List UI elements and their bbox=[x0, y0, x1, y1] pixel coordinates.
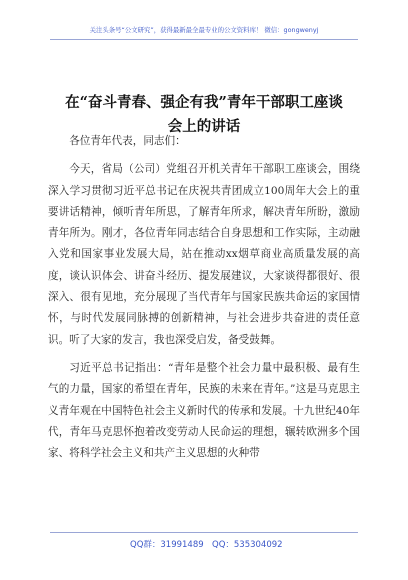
body-paragraph: 今天，省局（公司）党组召开机关青年干部职工座谈会，围绕深入学习贯彻习近平总书记在庆祝共青团成立100周年大会上的重要讲话精神，倾听青年所思，了解青年所求，解决青年所盼，激励青年所为。刚才，各位青年同志结合自身思想和工作实际，主动融入党和国家事业发展大局，站在推动xx烟草商业高质量发展的高度，谈认识体会、讲奋斗经历、提发展建议，大家谈得都很好、很深入、很有见地，充分展现了当代青年与国家民族共命运的家国情怀，与时代发展同脉搏的创新精神，与社会进步共奋进的责任意识。听了大家的发言，我也深受启发，备受鼓舞。 bbox=[48, 163, 360, 346]
header-promo-text: 关注头条号“公文研究”，获得最新最全最专业的公文资料库！ 微信：gongwenyj bbox=[89, 26, 319, 34]
body-paragraph: 习近平总书记指出：“青年是整个社会力量中最积极、最有生气的力量，国家的希望在青年，民族的未来在青年。”这是马克思主义青年观在中国特色社会主义新时代的传承和发展。十九世纪40年代，青年马克思怀抱着改变劳动人民命运的理想，辗转欧洲多个国家、将科学社会主义和共产主义思想的火种带 bbox=[48, 361, 360, 460]
footer-qq-group: QQ群：31991489 bbox=[130, 540, 204, 550]
page-header bbox=[0, 0, 408, 44]
document-body bbox=[48, 131, 360, 464]
footer-qq-contact: QQ：535304092 bbox=[212, 540, 283, 550]
header-divider bbox=[50, 39, 358, 40]
salutation-paragraph: 各位青年代表，同志们： bbox=[69, 135, 186, 147]
title-line-1: 在“奋斗青春、强企有我”青年干部职工座谈 bbox=[65, 94, 343, 111]
title-line-2: 会上的讲话 bbox=[167, 118, 241, 135]
page-footer bbox=[0, 532, 408, 572]
footer-divider bbox=[50, 532, 358, 533]
